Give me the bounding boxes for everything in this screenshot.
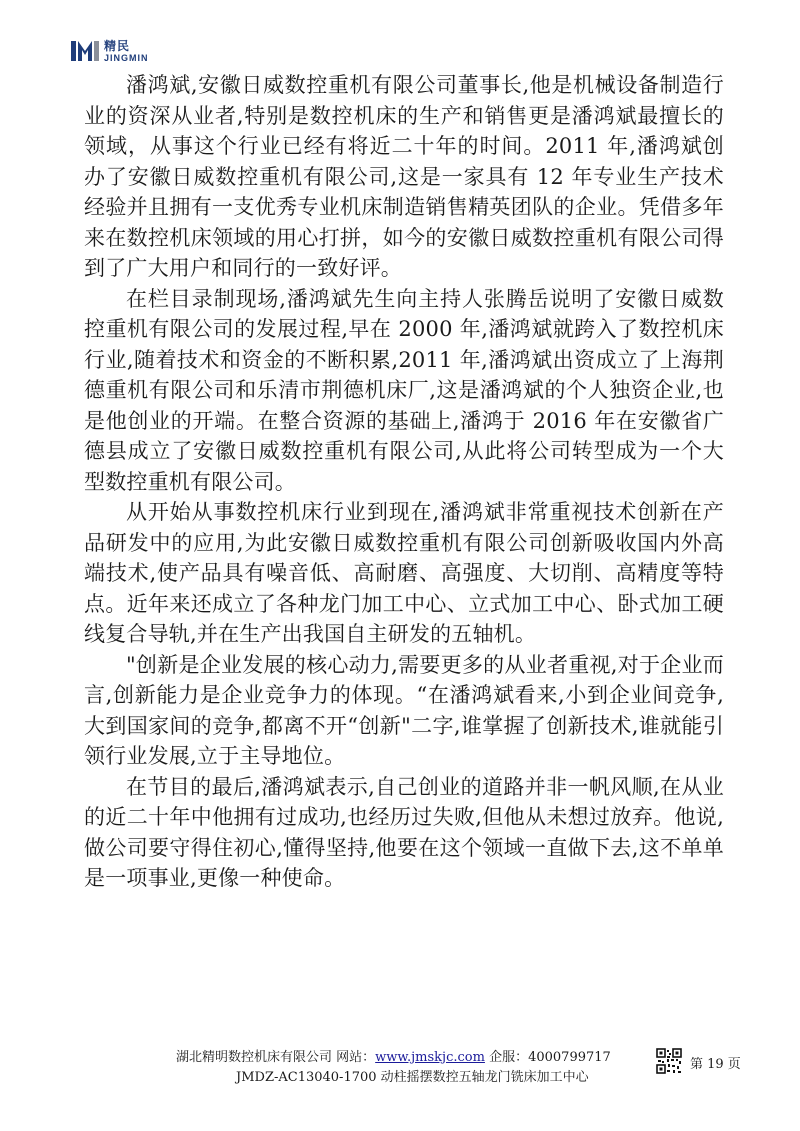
footer-website-link[interactable]: www.jmskjc.com bbox=[375, 1050, 485, 1065]
footer-contact-line bbox=[176, 1046, 611, 1065]
footer-website-label: 网站： bbox=[336, 1050, 376, 1065]
footer-company: 湖北精明数控机床有限公司 bbox=[176, 1050, 333, 1065]
logo-chinese-text: 精民 bbox=[104, 38, 131, 53]
page-number: 第 19 页 bbox=[690, 1057, 741, 1072]
paragraph-5: 在节目的最后,潘鸿斌表示,自己创业的道路并非一帆风顺,在从业的近二十年中他拥有过成功,也经历过失败,但他从未想过放弃。他说,做公司要守得住初心,懂得坚持,他要在这个领域一直做下去,这不单单是一项事业,更像一种使命。 bbox=[84, 774, 724, 890]
footer-document-title: JMDZ-AC13040-1700 动柱摇摆数控五轴龙门铣床加工中心 bbox=[236, 1070, 589, 1085]
qr-code-icon bbox=[656, 1048, 682, 1074]
logo-english-text: JINGMIN bbox=[104, 52, 149, 63]
jingmin-logo-icon bbox=[70, 38, 100, 64]
paragraph-1: 潘鸿斌,安徽日威数控重机有限公司董事长,他是机械设备制造行业的资深从业者,特别是数控机床的生产和销售更是潘鸿斌最擅长的领域，从事这个行业已经有将近二十年的时间。2011 年,潘鸿斌创办了安徽日威数控重机有限公司,这是一家具有 12 年专业生产技术经验并且拥有一支优秀专业机床制造销售精英团队的企业。凭借多年来在数控机床领域的用心打拼，如今的安徽日威数控重机有限公司得到了广大用户和同行的一致好评。 bbox=[84, 73, 724, 280]
footer-phone: 4000799717 bbox=[528, 1050, 611, 1065]
paragraph-2: 在栏目录制现场,潘鸿斌先生向主持人张腾岳说明了安徽日威数控重机有限公司的发展过程,早在 2000 年,潘鸿斌就跨入了数控机床行业,随着技术和资金的不断积累,2011 年,潘鸿斌出资成立了上海荆德重机有限公司和乐清市荆德机床厂,这是潘鸿斌的个人独资企业,也是他创业的开端。在整合资源的基础上,潘鸿于 2016 年在安徽省广德县成立了安徽日威数控重机有限公司,从此将公司转型成为一个大型数控重机有限公司。 bbox=[84, 286, 724, 494]
paragraph-3: 从开始从事数控机床行业到现在,潘鸿斌非常重视技术创新在产品研发中的应用,为此安徽日威数控重机有限公司创新吸收国内外高端技术,使产品具有噪音低、高耐磨、高强度、大切削、高精度等特点。近年来还成立了各种龙门加工中心、立式加工中心、卧式加工硬线复合导轨,并在生产出我国自主研发的五轴机。 bbox=[84, 500, 724, 646]
company-logo bbox=[70, 38, 149, 64]
paragraph-4: "创新是企业发展的核心动力,需要更多的从业者重视,对于企业而言,创新能力是企业竞争力的体现。“在潘鸿斌看来,小到企业间竞争,大到国家间的竞争,都离不开“创新"二字,谁掌握了创新技术,谁就能引领行业发展,立于主导地位。 bbox=[84, 652, 724, 768]
article-body bbox=[84, 70, 724, 894]
footer-phone-label: 企服： bbox=[489, 1050, 529, 1065]
